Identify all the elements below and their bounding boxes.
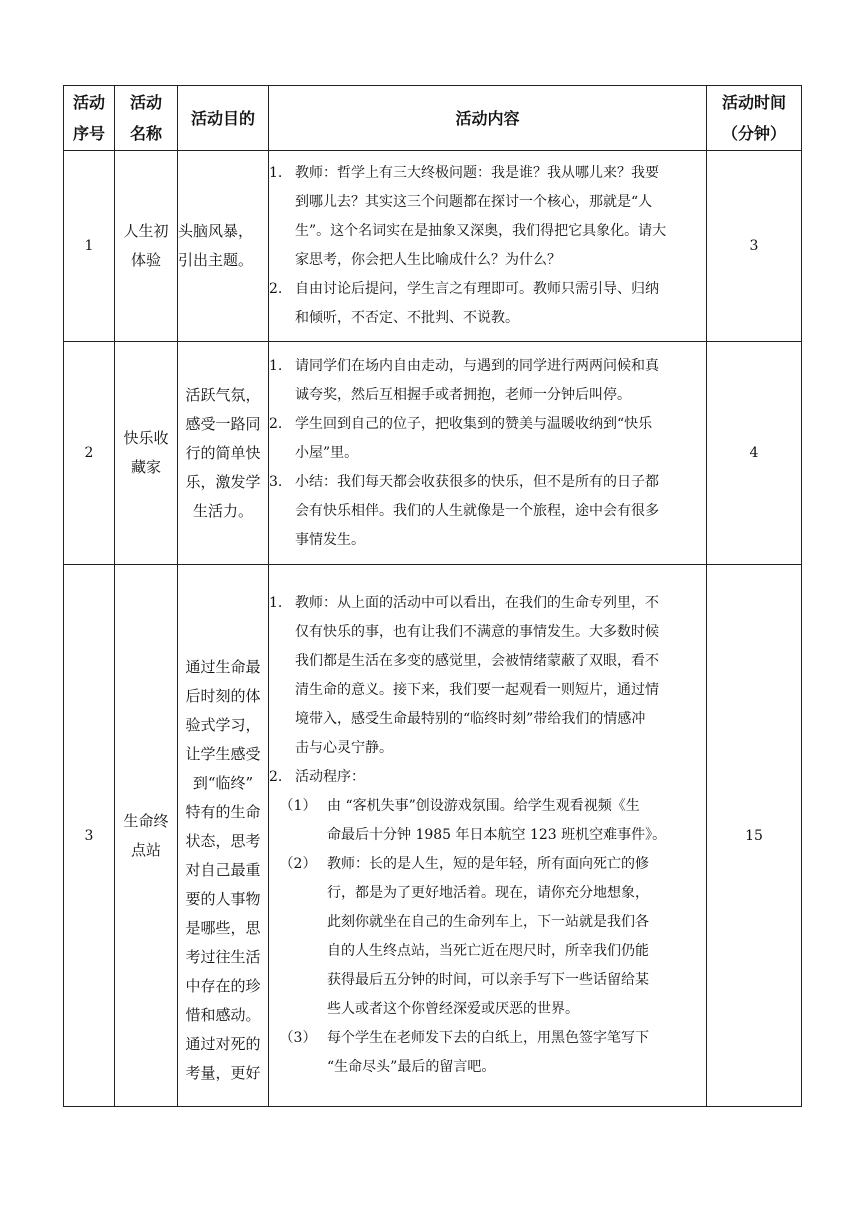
activity-goal: 头脑风暴， 引出主题。 bbox=[178, 151, 269, 342]
header-name: 活动 名称 bbox=[115, 86, 178, 151]
header-time: 活动时间 （分钟） bbox=[707, 86, 802, 151]
activity-time: 4 bbox=[707, 342, 802, 565]
row-number: 3 bbox=[64, 565, 115, 1107]
content-subitem: （3） 每个学生在老师发下去的白纸上，用黑色签字笔写下 “生命尽头”最后的留言吧。 bbox=[279, 1030, 649, 1075]
activity-content bbox=[269, 565, 707, 1107]
table-row bbox=[64, 342, 802, 565]
header-row bbox=[64, 86, 802, 151]
content-item: 1. 教师：哲学上有三大终极问题：我是谁？我从哪儿来？我要 到哪儿去？其实这三个问题都在探讨一个核心，那就是“人 生”。这个名词实在是抽象又深奥，我们得把它具象化。请大 家思考，你会把人生比喻成什么？为什么？ bbox=[269, 165, 667, 268]
header-no: 活动 序号 bbox=[64, 86, 115, 151]
content-item: 2. 学生回到自己的位子，把收集到的赞美与温暖收纳到“快乐 小屋”里。 bbox=[269, 415, 653, 461]
activity-content bbox=[269, 151, 707, 342]
activity-time: 3 bbox=[707, 151, 802, 342]
table-row bbox=[64, 565, 802, 1107]
content-subitem: （1） 由 “客机失事”创设游戏氛围。给学生观看视频《生 命最后十分钟 1985 年日本航空 123 班机空难事件》。 bbox=[279, 798, 667, 843]
activity-time: 15 bbox=[707, 565, 802, 1107]
content-item: 2. 活动程序： bbox=[269, 769, 365, 785]
content-subitem: （2） 教师：长的是人生，短的是年轻，所有面向死亡的修 行，都是为了更好地活着。现在，请你充分地想象， 此刻你就坐在自己的生命列车上，下一站就是我们各 自的人生终点站，当死亡近在咫尺时，所幸我们仍能 获得最后五分钟的时间，可以亲手写下一些话留给某 些人或者这个你曾经深爱或厌恶的世界。 bbox=[279, 856, 649, 1017]
header-content: 活动内容 bbox=[269, 86, 707, 151]
activity-goal: 活跃气氛， 感受一路同 行的简单快 乐，激发学 生活力。 bbox=[178, 342, 269, 565]
content-item: 3. 小结：我们每天都会收获很多的快乐，但不是所有的日子都 会有快乐相伴。我们的人生就像是一个旅程，途中会有很多 事情发生。 bbox=[269, 473, 659, 548]
activity-content bbox=[269, 342, 707, 565]
activity-name: 生命终 点站 bbox=[115, 565, 178, 1107]
row-number: 1 bbox=[64, 151, 115, 342]
content-item: 2. 自由讨论后提问，学生言之有理即可。教师只需引导、归纳 和倾听，不否定、不批判、不说教。 bbox=[269, 281, 659, 326]
activity-table bbox=[63, 85, 802, 1107]
content-item: 1. 请同学们在场内自由走动，与遇到的同学进行两两问候和真 诚夸奖，然后互相握手或者拥抱，老师一分钟后叫停。 bbox=[269, 357, 659, 403]
table-row bbox=[64, 151, 802, 342]
row-number: 2 bbox=[64, 342, 115, 565]
activity-name: 快乐收 藏家 bbox=[115, 342, 178, 565]
header-goal: 活动目的 bbox=[178, 86, 269, 151]
content-item: 1. 教师：从上面的活动中可以看出，在我们的生命专列里，不 仅有快乐的事，也有让我们不满意的事情发生。大多数时候 我们都是生活在多变的感觉里，会被情绪蒙蔽了双眼，看不 清生命的意义。接下来，我们要一起观看一则短片，通过情 境带入，感受生命最特别的“临终时刻”带给我们的情感冲 击与心灵宁静。 bbox=[269, 595, 659, 756]
activity-name: 人生初 体验 bbox=[115, 151, 178, 342]
activity-goal: 通过生命最 后时刻的体 验式学习， 让学生感受 到“临终” 特有的生命 状态，思考 对自己最重 要的人事物 是哪些，思 考过往生活 中存在的珍 惜和感动。 通过对死的 考量，更好 bbox=[178, 565, 269, 1107]
